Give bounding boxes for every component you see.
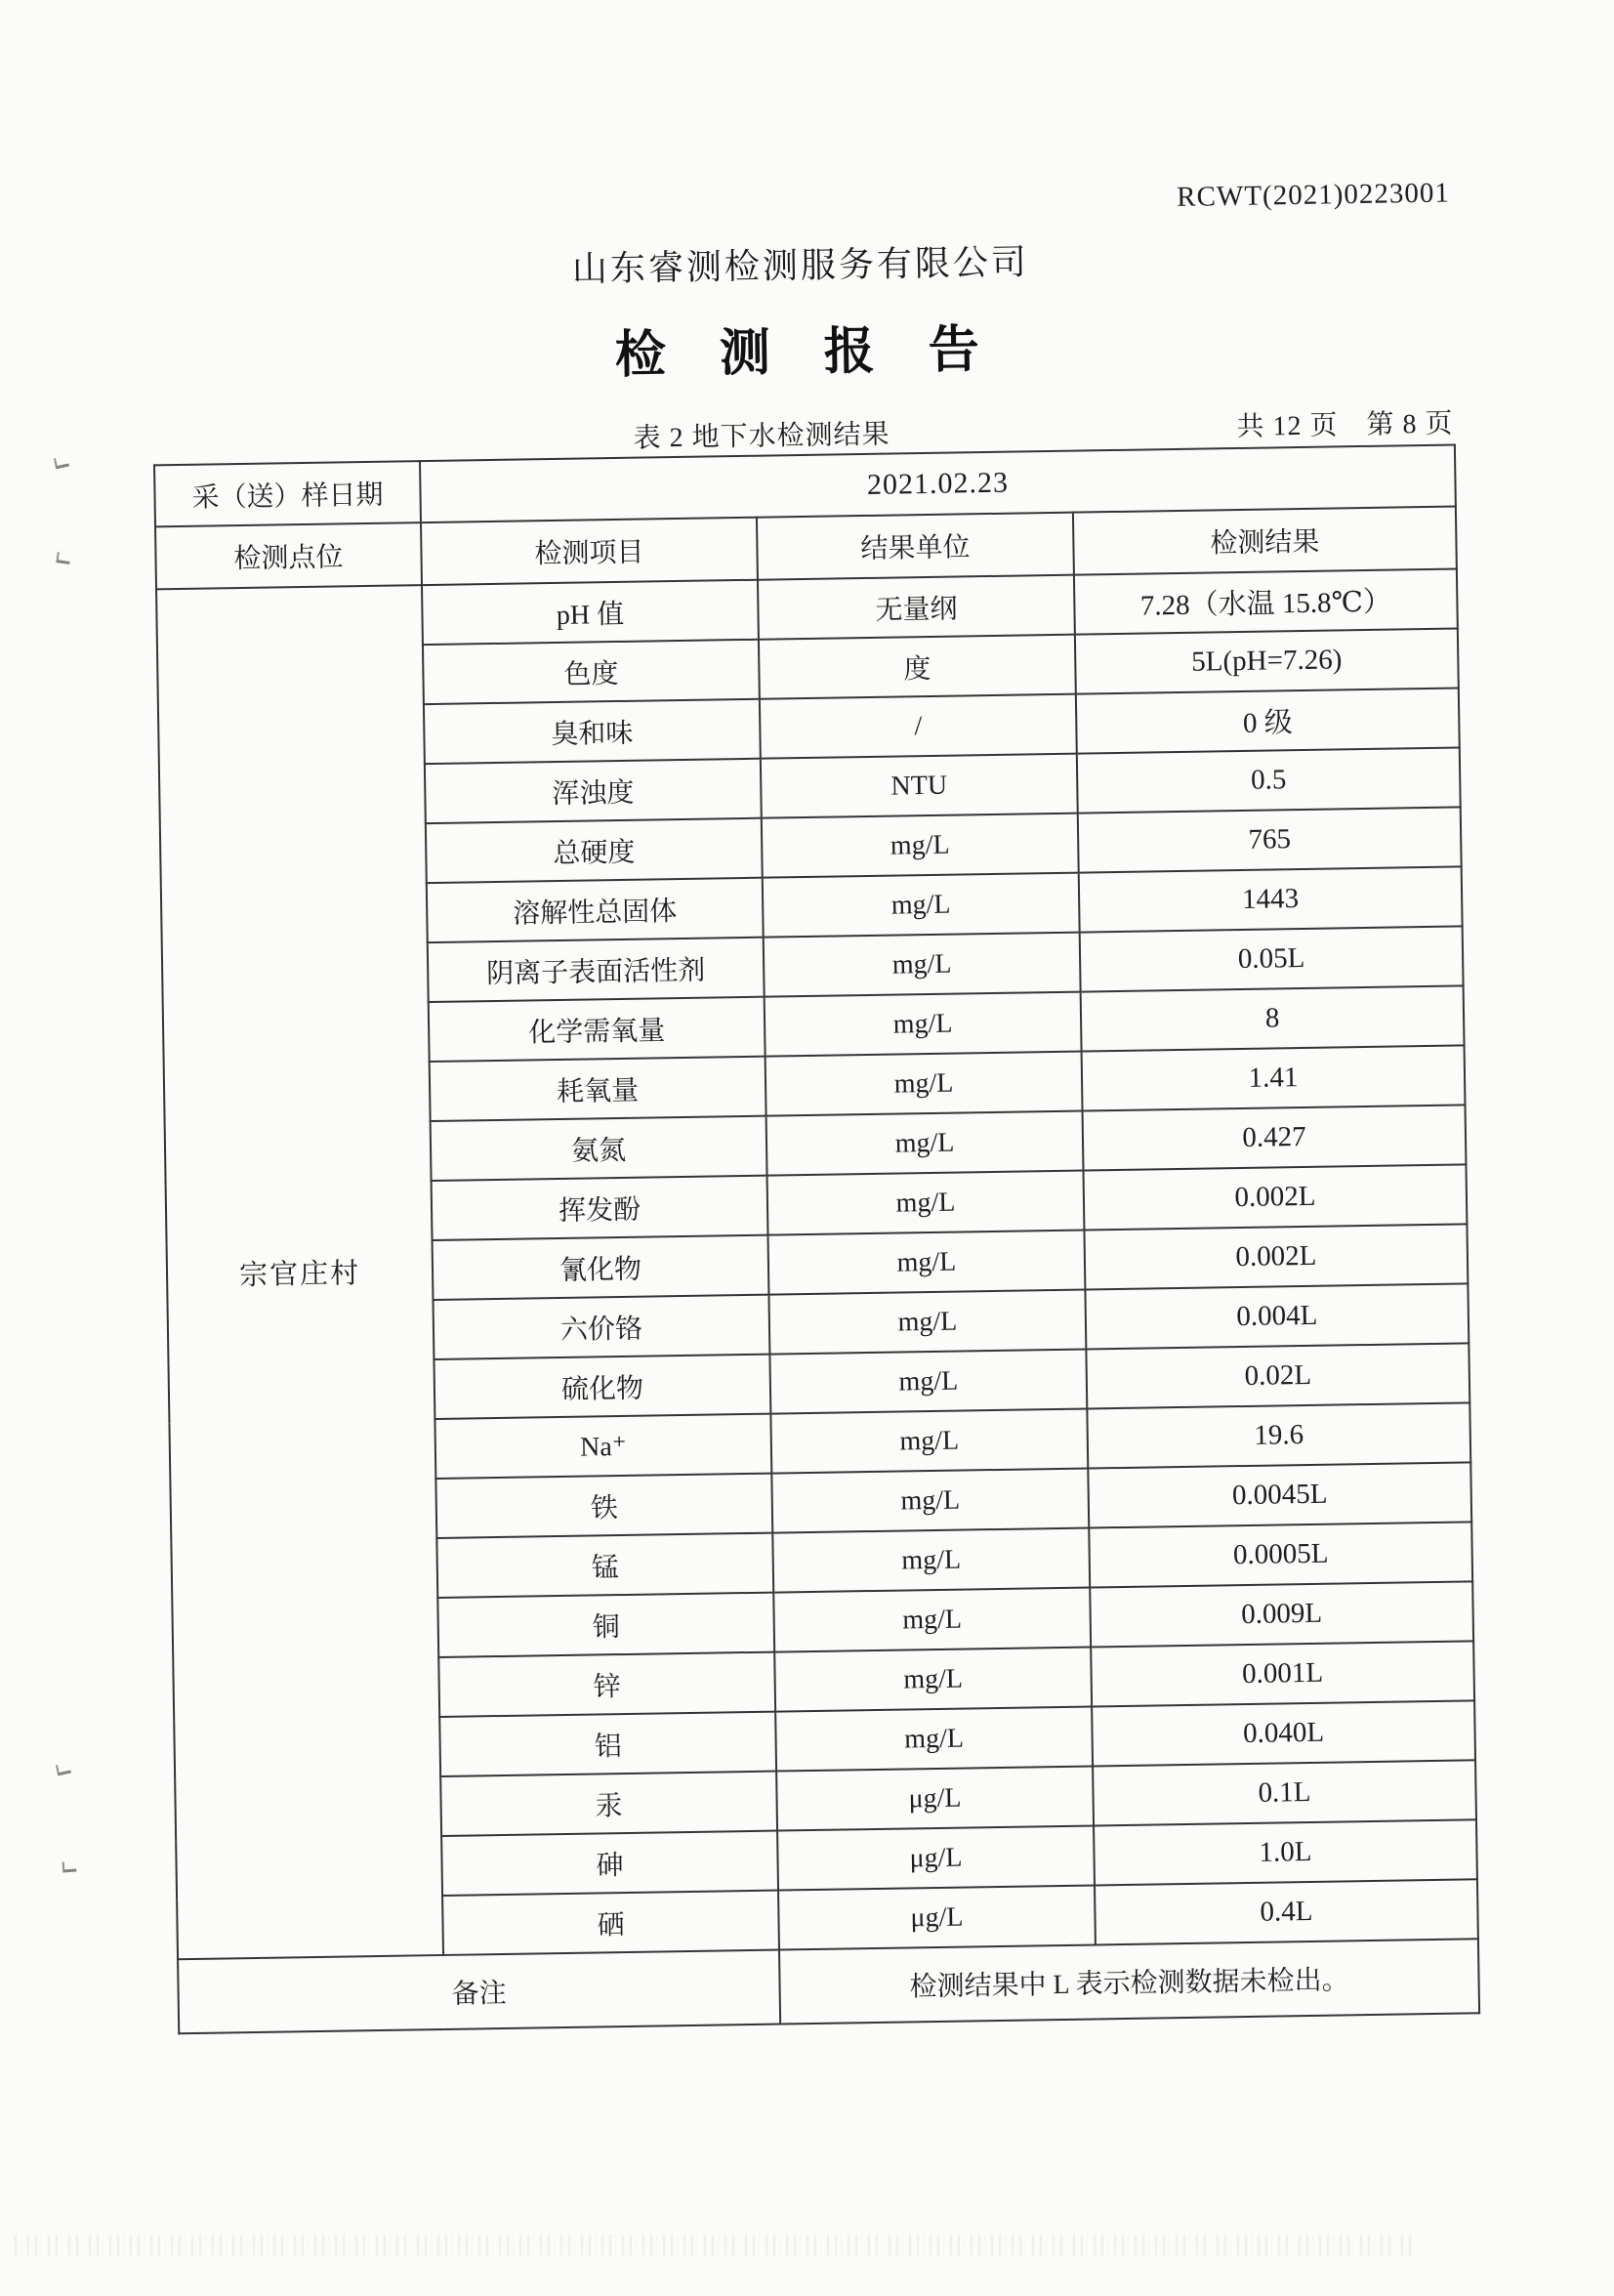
- item-cell: 汞: [440, 1772, 777, 1836]
- unit-cell: mg/L: [766, 1052, 1083, 1116]
- page-indicator: 共 12 页 第 8 页: [1236, 408, 1454, 442]
- result-cell: 0.002L: [1083, 1164, 1467, 1230]
- results-body: [156, 568, 1478, 1959]
- unit-cell: mg/L: [764, 933, 1081, 997]
- item-cell: 总硬度: [426, 818, 763, 883]
- result-cell: 1.0L: [1094, 1819, 1477, 1885]
- header-cell-unit: 结果单位: [757, 513, 1074, 580]
- item-cell: 阴离子表面活性剂: [428, 938, 765, 1002]
- unit-cell: NTU: [761, 754, 1078, 818]
- unit-cell: mg/L: [770, 1409, 1088, 1474]
- item-cell: 耗氧量: [430, 1057, 766, 1121]
- unit-cell: mg/L: [769, 1350, 1087, 1414]
- unit-cell: 度: [759, 635, 1076, 699]
- site-cell: 宗官庄村: [156, 585, 443, 1959]
- unit-cell: mg/L: [775, 1706, 1093, 1771]
- unit-cell: mg/L: [767, 1171, 1085, 1235]
- item-cell: pH 值: [422, 580, 759, 645]
- result-cell: 765: [1078, 807, 1462, 872]
- result-cell: 0.427: [1083, 1105, 1467, 1170]
- result-cell: 0.1L: [1093, 1760, 1476, 1825]
- unit-cell: mg/L: [771, 1469, 1089, 1533]
- item-cell: 硒: [442, 1891, 779, 1955]
- table-caption: 表 2 地下水检测结果: [633, 419, 890, 454]
- unit-cell: μg/L: [776, 1766, 1094, 1830]
- unit-cell: 无量纲: [758, 575, 1075, 640]
- item-cell: 铜: [437, 1593, 774, 1657]
- result-cell: 7.28（水温 15.8℃）: [1074, 568, 1458, 634]
- item-cell: 六价铬: [433, 1295, 769, 1359]
- unit-cell: mg/L: [767, 1231, 1085, 1295]
- item-cell: 氨氮: [431, 1116, 767, 1181]
- result-cell: 0.001L: [1091, 1641, 1474, 1706]
- item-cell: 铝: [439, 1712, 776, 1776]
- result-cell: 5L(pH=7.26): [1075, 628, 1459, 693]
- result-cell: 1443: [1079, 866, 1463, 932]
- result-cell: 0.4L: [1095, 1879, 1478, 1944]
- result-cell: 0.0045L: [1088, 1462, 1471, 1527]
- result-cell: 0 级: [1076, 688, 1460, 753]
- result-cell: 1.41: [1082, 1045, 1466, 1110]
- result-cell: 0.5: [1077, 747, 1461, 813]
- scan-speck: [62, 1861, 77, 1873]
- item-cell: 氰化物: [433, 1235, 769, 1300]
- result-cell: 0.02L: [1086, 1343, 1469, 1408]
- item-cell: 铁: [435, 1474, 772, 1538]
- result-cell: 0.009L: [1090, 1581, 1473, 1647]
- unit-cell: /: [760, 694, 1077, 759]
- company-name: 山东睿测检测服务有限公司: [571, 242, 1030, 289]
- item-cell: 硫化物: [434, 1355, 770, 1419]
- item-cell: 砷: [441, 1831, 778, 1896]
- report-number: RCWT(2021)0223001: [1177, 177, 1451, 213]
- unit-cell: mg/L: [763, 873, 1080, 938]
- unit-cell: mg/L: [762, 814, 1079, 878]
- unit-cell: mg/L: [772, 1528, 1090, 1593]
- header-cell-item: 检测项目: [421, 518, 758, 585]
- item-cell: Na⁺: [435, 1414, 771, 1479]
- result-cell: 8: [1081, 985, 1465, 1051]
- item-cell: 色度: [423, 640, 760, 704]
- item-cell: 锰: [436, 1533, 773, 1598]
- unit-cell: μg/L: [778, 1885, 1096, 1949]
- result-cell: 0.05L: [1080, 926, 1464, 991]
- results-table: [153, 443, 1480, 2034]
- report-title: 检 测 报 告: [614, 321, 990, 384]
- result-cell: 0.040L: [1092, 1700, 1475, 1766]
- unit-cell: mg/L: [765, 992, 1082, 1057]
- scan-noise-band: [15, 2234, 1411, 2256]
- item-cell: 化学需氧量: [429, 997, 766, 1062]
- sample-date-label-cell: 采（送）样日期: [154, 461, 421, 526]
- unit-cell: mg/L: [768, 1290, 1086, 1355]
- item-cell: 浑浊度: [425, 759, 762, 823]
- scan-speck: [56, 552, 70, 564]
- result-cell: 19.6: [1087, 1402, 1470, 1468]
- unit-cell: mg/L: [774, 1647, 1092, 1711]
- item-cell: 臭和味: [424, 699, 761, 764]
- result-cell: 0.002L: [1084, 1224, 1468, 1289]
- sample-date-value-cell: 2021.02.23: [420, 444, 1456, 522]
- unit-cell: mg/L: [773, 1588, 1091, 1652]
- result-cell: 0.0005L: [1089, 1522, 1472, 1587]
- item-cell: 溶解性总固体: [427, 878, 764, 942]
- item-cell: 锌: [438, 1652, 775, 1717]
- header-cell-site: 检测点位: [155, 522, 422, 589]
- unit-cell: μg/L: [777, 1825, 1095, 1890]
- result-cell: 0.004L: [1085, 1283, 1469, 1349]
- unit-cell: mg/L: [766, 1111, 1084, 1176]
- item-cell: 挥发酚: [432, 1176, 768, 1240]
- header-cell-result: 检测结果: [1073, 506, 1457, 574]
- remark-text-cell: 检测结果中 L 表示检测数据未检出。: [779, 1939, 1479, 2024]
- remark-label-cell: 备注: [178, 1950, 780, 2034]
